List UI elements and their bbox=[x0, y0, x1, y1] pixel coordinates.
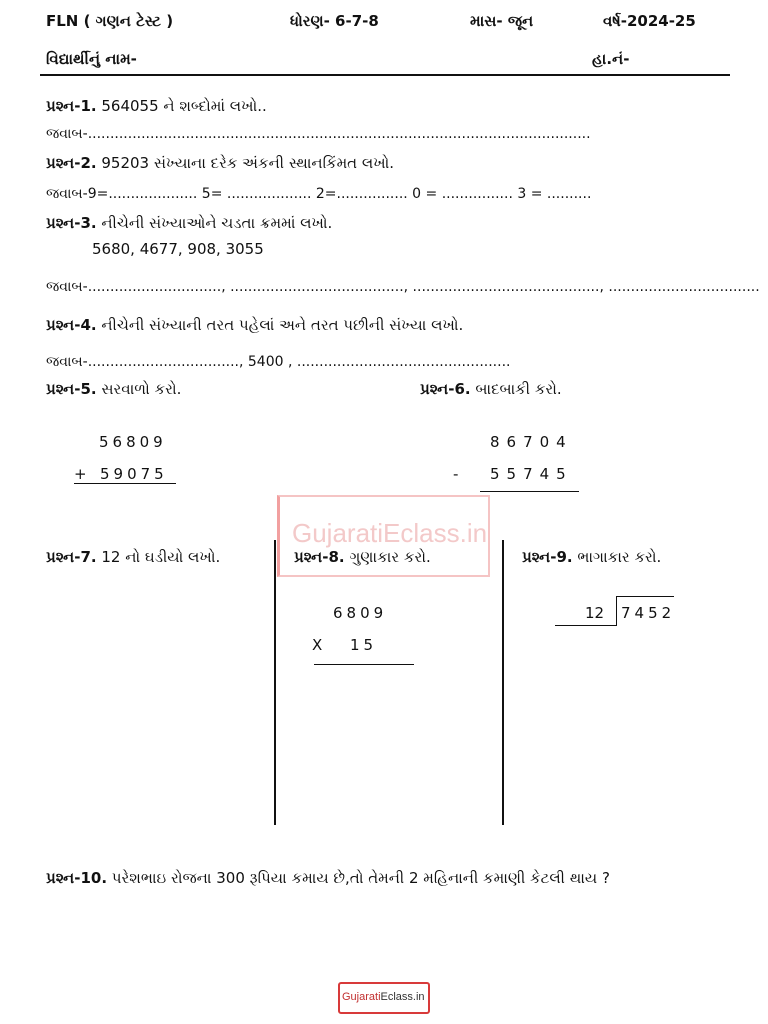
question-text: 564055 ને શબ્દોમાં લખો.. bbox=[101, 97, 267, 115]
test-title: FLN ( ગણન ટેસ્ટ ) bbox=[46, 12, 174, 30]
multiplication-top: 6809 bbox=[333, 604, 388, 622]
question-text: 95203 સંખ્યાના દરેક અંકની સ્થાનકિંમત લખો. bbox=[101, 154, 395, 172]
answer-line-4: જવાબ-.................................., 5400 , ................................................ bbox=[46, 354, 511, 370]
footer-logo bbox=[342, 991, 425, 1003]
question-5 bbox=[46, 380, 181, 398]
addition-bottom: 59075 bbox=[100, 465, 168, 483]
logo-part-1: Gujarati bbox=[342, 991, 381, 1003]
question-10 bbox=[46, 869, 610, 887]
question-8 bbox=[294, 548, 431, 566]
addition-top: 56809 bbox=[99, 433, 167, 451]
subtraction-bottom: 55745 bbox=[490, 465, 573, 483]
plus-sign: + bbox=[74, 465, 87, 483]
answer-line-3: જવાબ-.............................., ......................................., .........................................., .................................. bbox=[46, 279, 760, 295]
multiplication-underline bbox=[314, 664, 414, 665]
addition-underline bbox=[74, 483, 176, 484]
question-4 bbox=[46, 316, 463, 334]
question-text: 12 નો ઘડીયો લખો. bbox=[101, 548, 221, 566]
question-text: બાદબાકી કરો. bbox=[475, 380, 562, 398]
question-text: ગુણાકાર કરો. bbox=[349, 548, 431, 566]
column-divider-left bbox=[274, 540, 276, 825]
question-label: પ્રશ્ન-7. bbox=[46, 548, 97, 566]
divisor: 12 bbox=[585, 604, 605, 622]
question-text: નીચેની સંખ્યાની તરત પહેલાં અને તરત પછીની સંખ્યા લખો. bbox=[101, 316, 464, 334]
student-name-label: વિદ્યાર્થીનું નામ- bbox=[46, 50, 137, 68]
multiply-sign: X bbox=[312, 636, 323, 654]
question-2 bbox=[46, 154, 394, 172]
multiplication-bottom: 15 bbox=[350, 636, 378, 654]
question-1 bbox=[46, 97, 267, 115]
question-label: પ્રશ્ન-10. bbox=[46, 869, 108, 887]
answer-line-2: જવાબ-9=.................... 5= ................... 2=................ 0 = ................ 3 = .......... bbox=[46, 186, 592, 202]
subtraction-top: 86704 bbox=[490, 433, 573, 451]
standard: ધોરણ- 6-7-8 bbox=[290, 12, 379, 30]
logo-part-2: Eclass.in bbox=[380, 991, 425, 1003]
roll-number-label: હા.નં- bbox=[592, 50, 630, 68]
header-divider bbox=[40, 74, 730, 76]
question-label: પ્રશ્ન-8. bbox=[294, 548, 345, 566]
question-text: પરેશભાઇ રોજના 300 રૂપિયા કમાય છે,તો તેમની 2 મહિનાની કમાણી કેટલી થાય ? bbox=[111, 869, 610, 887]
question-3 bbox=[46, 214, 332, 232]
question-label: પ્રશ્ન-9. bbox=[522, 548, 573, 566]
question-label: પ્રશ્ન-4. bbox=[46, 316, 97, 334]
question-text: નીચેની સંખ્યાઓને ચડતા ક્રમમાં લખો. bbox=[101, 214, 333, 232]
subtraction-underline bbox=[480, 491, 579, 492]
question-7 bbox=[46, 548, 220, 566]
minus-sign: - bbox=[453, 465, 459, 483]
division-overline bbox=[616, 596, 674, 597]
question-text: ભાગાકાર કરો. bbox=[577, 548, 662, 566]
column-divider-right bbox=[502, 540, 504, 825]
question-label: પ્રશ્ન-5. bbox=[46, 380, 97, 398]
question-label: પ્રશ્ન-1. bbox=[46, 97, 97, 115]
number-list: 5680, 4677, 908, 3055 bbox=[92, 240, 264, 258]
question-label: પ્રશ્ન-3. bbox=[46, 214, 97, 232]
division-underline bbox=[555, 625, 617, 626]
question-9 bbox=[522, 548, 661, 566]
month: માસ- જૂન bbox=[470, 12, 534, 30]
dividend: 7452 bbox=[621, 604, 676, 622]
question-text: સરવાળો કરો. bbox=[101, 380, 182, 398]
year: વર્ષ-2024-25 bbox=[603, 12, 696, 30]
watermark-text: GujaratiEclass.in bbox=[292, 518, 488, 548]
question-6 bbox=[420, 380, 562, 398]
answer-line-1: જવાબ-................................................................................................................. bbox=[46, 126, 591, 142]
question-label: પ્રશ્ન-6. bbox=[420, 380, 471, 398]
question-label: પ્રશ્ન-2. bbox=[46, 154, 97, 172]
division-bracket bbox=[616, 596, 617, 626]
